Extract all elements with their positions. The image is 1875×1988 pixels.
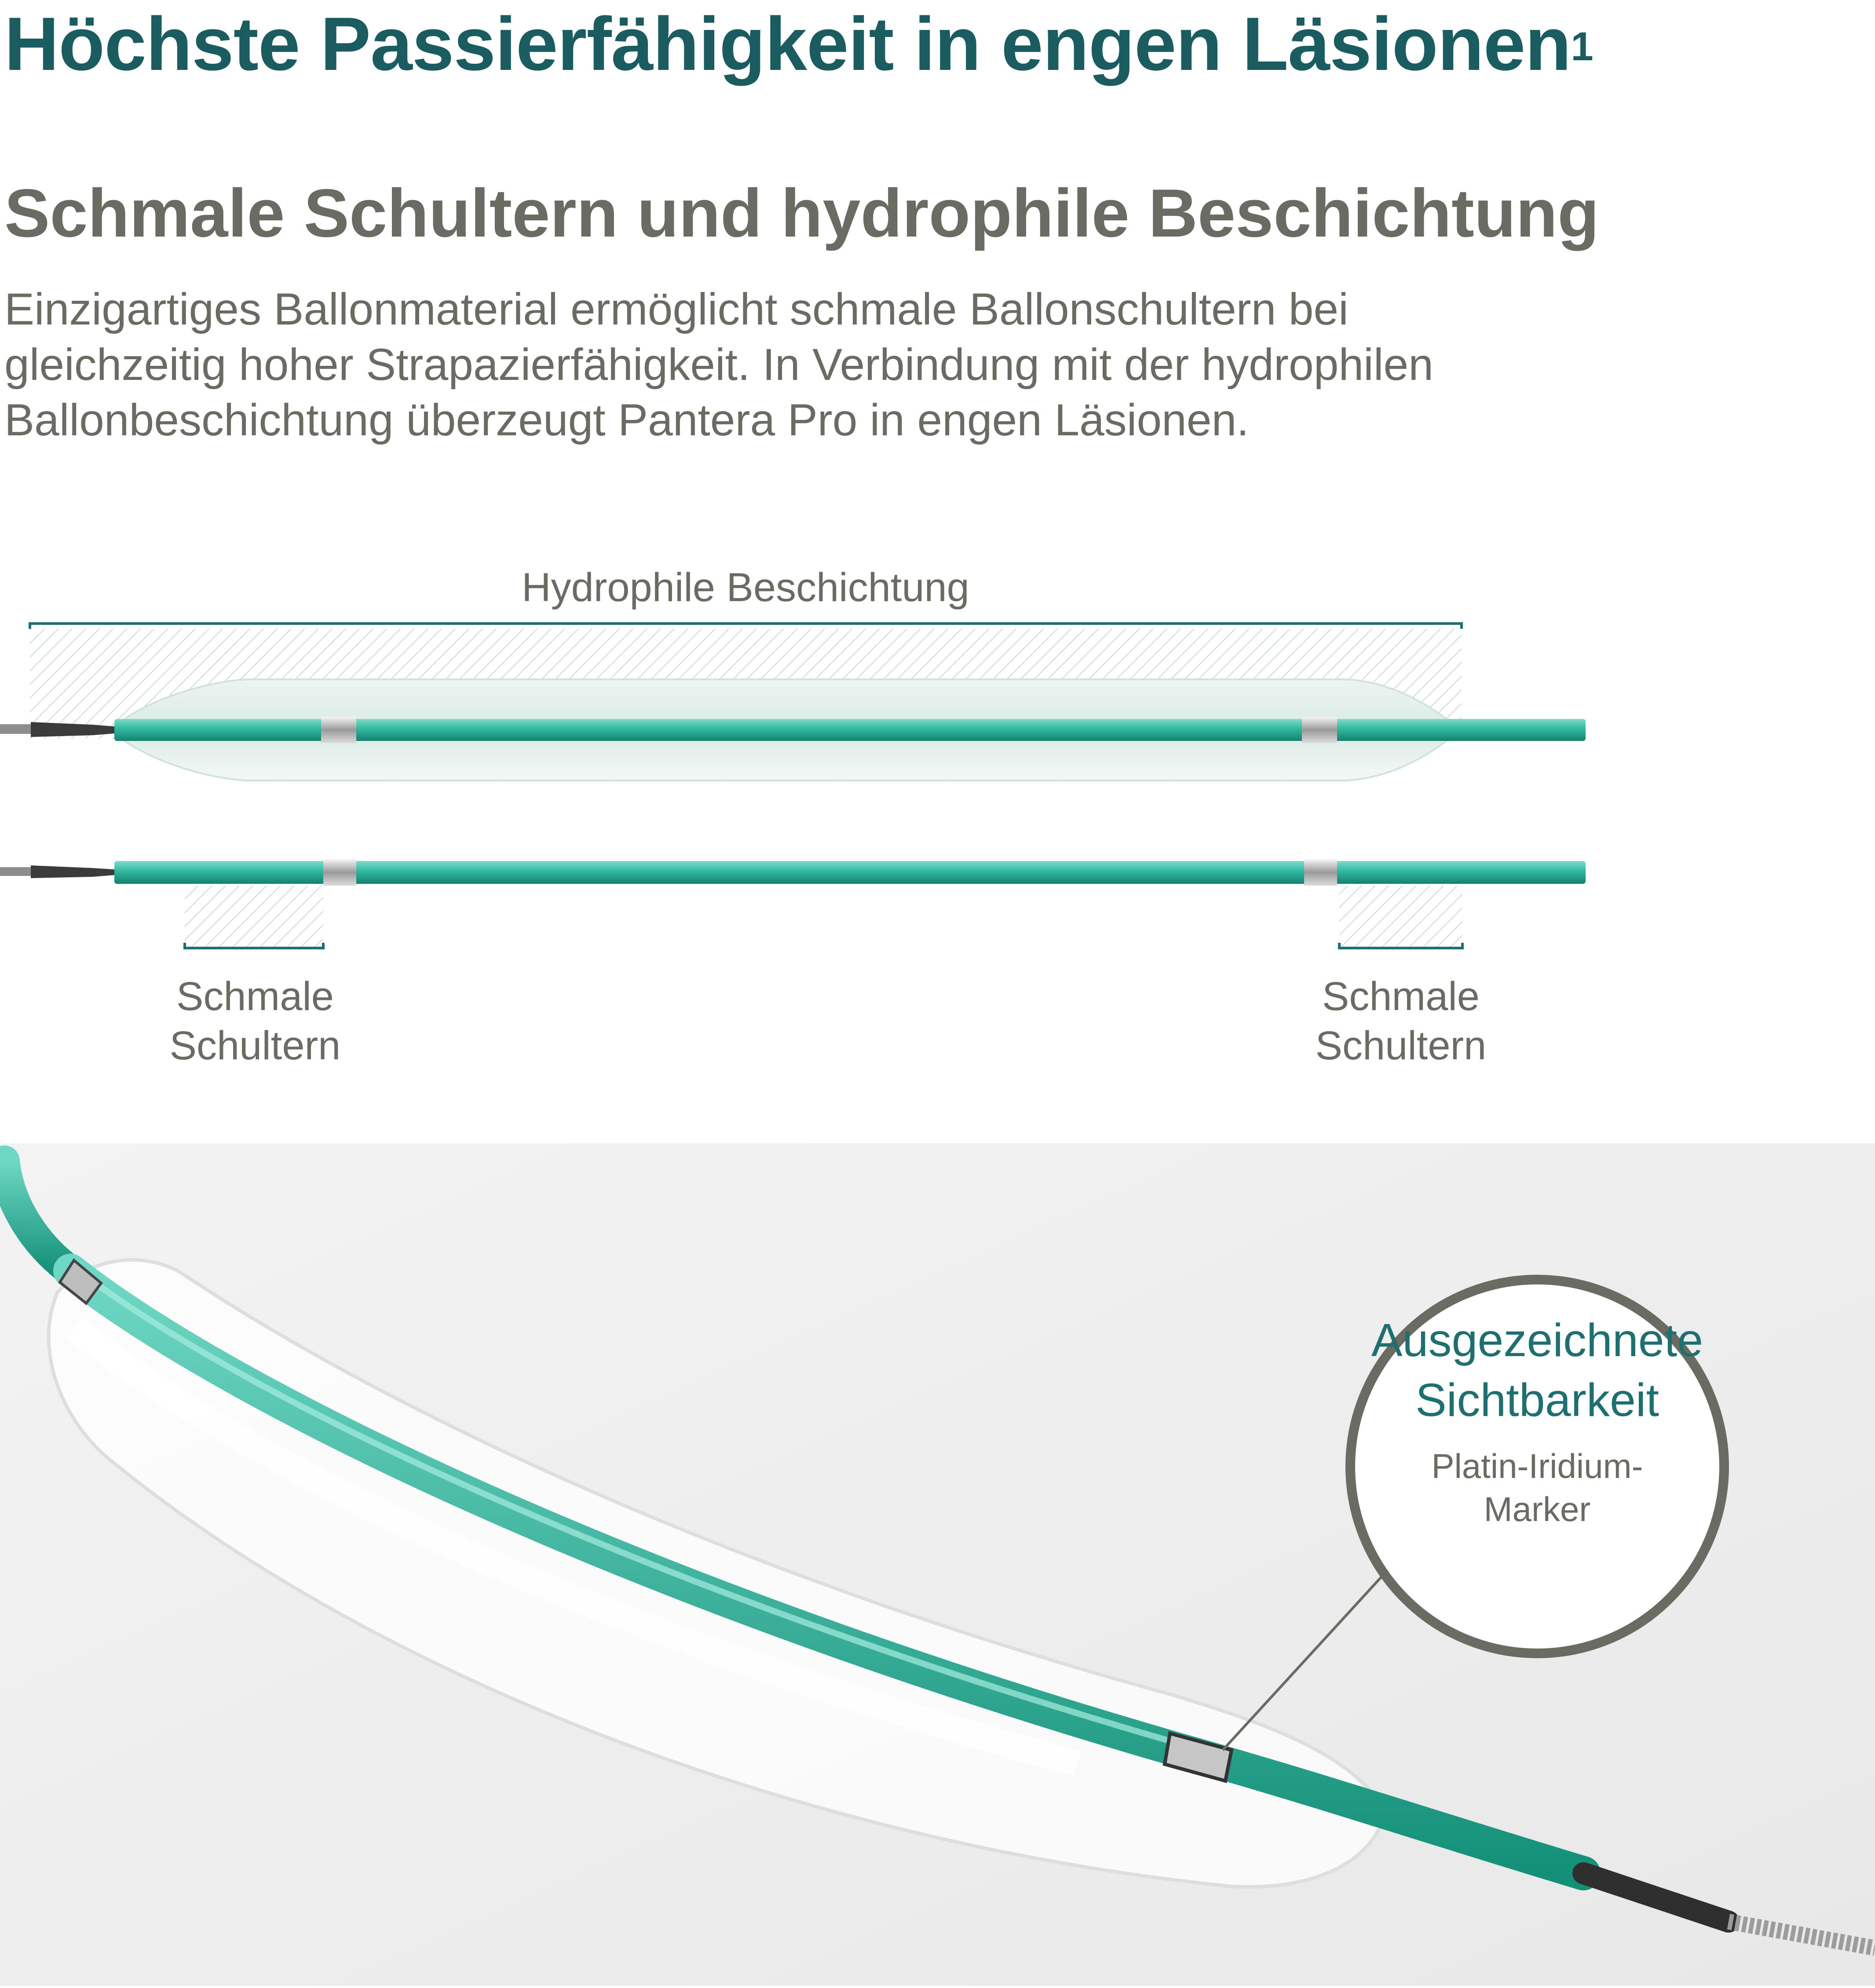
tip-coil-top — [0, 724, 31, 734]
footnote-marker: 1 — [1571, 24, 1593, 69]
left-shoulder-label — [132, 972, 378, 1070]
callout-title — [1357, 1310, 1718, 1430]
intro-line-3: Ballonbeschichtung überzeugt Pantera Pro in engen Läsionen. — [4, 395, 1249, 445]
callout-sub-line-1: Platin-Iridium- — [1431, 1447, 1643, 1485]
callout-subtitle — [1357, 1444, 1718, 1531]
callout-title-line-1: Ausgezeichnete — [1371, 1314, 1703, 1366]
tip-bottom — [31, 865, 114, 878]
left-shoulder-line-2: Schultern — [169, 1023, 341, 1068]
page-title — [4, 0, 1593, 88]
intro-line-2: gleichzeitig hoher Strapazierfähigkeit. In Verbindung mit der hydrophilen — [4, 339, 1433, 390]
callout-sub-line-2: Marker — [1484, 1490, 1591, 1528]
page-title-text: Höchste Passierfähigkeit in engen Läsionen — [4, 2, 1571, 86]
left-shoulder-hatch — [185, 886, 323, 947]
product-photo — [0, 1143, 1875, 1986]
callout-title-line-2: Sichtbarkeit — [1415, 1374, 1659, 1426]
intro-line-1: Einzigartiges Ballonmaterial ermöglicht schmale Ballonschultern bei — [4, 284, 1349, 334]
left-shoulder-line-1: Schmale — [176, 974, 334, 1019]
marker-band-right-top — [1302, 717, 1337, 743]
right-shoulder-line-2: Schultern — [1315, 1023, 1487, 1068]
product-photo-graphic — [0, 1143, 1875, 1986]
intro-paragraph — [4, 281, 1610, 448]
marker-band-left-bottom — [323, 859, 356, 886]
marker-band-left-top — [321, 717, 356, 743]
coating-label: Hydrophile Beschichtung — [522, 565, 969, 610]
right-shoulder-line-1: Schmale — [1322, 974, 1480, 1019]
marker-band-right-bottom — [1304, 859, 1337, 886]
tip-coil-bottom — [0, 867, 31, 876]
right-shoulder-hatch — [1339, 886, 1462, 947]
balloon-diagram — [0, 550, 1875, 1121]
section-subtitle: Schmale Schultern und hydrophile Beschichtung — [4, 175, 1599, 251]
right-shoulder-label — [1278, 972, 1524, 1070]
coating-bracket — [30, 624, 1462, 629]
